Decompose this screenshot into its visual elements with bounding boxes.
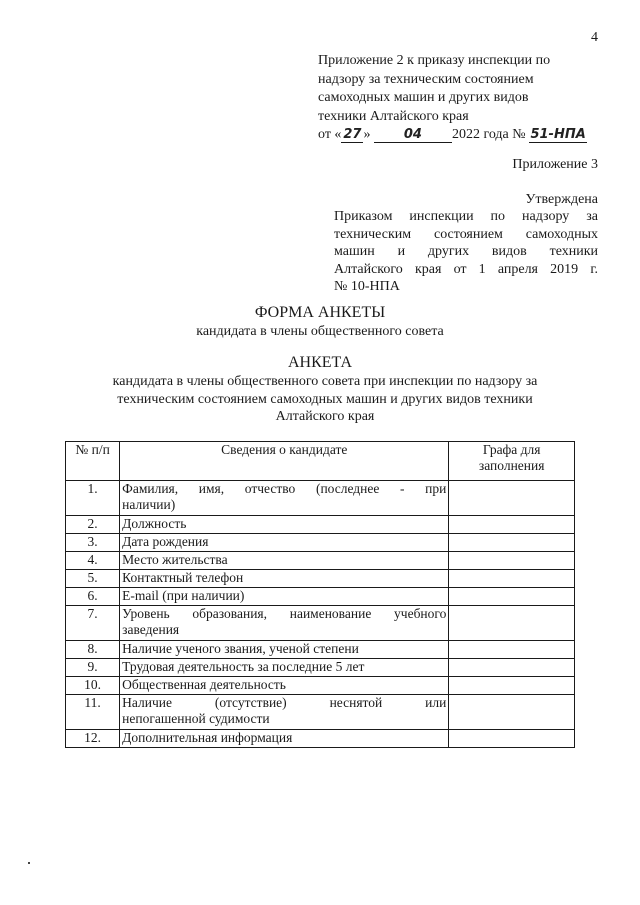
row-info: Дополнительная информация [120, 730, 449, 748]
appendix-line: самоходных машин и других видов [318, 90, 529, 105]
row-fill-cell[interactable] [449, 552, 575, 570]
anketa-subtitle [90, 373, 560, 426]
row-number: 5. [66, 570, 120, 588]
row-info-line: Уровень образования, наименование учебного [122, 606, 447, 621]
header-fill [449, 442, 575, 481]
row-number: 10. [66, 677, 120, 695]
anketa-subtitle-line: Алтайского края [275, 409, 375, 424]
table-row [66, 552, 575, 570]
appendix-line: Приложение 2 к приказу инспекции по [318, 53, 551, 68]
row-fill-cell[interactable] [449, 677, 575, 695]
table-row [66, 516, 575, 534]
page-number: 4 [591, 30, 598, 45]
row-info [120, 481, 449, 516]
row-fill-cell[interactable] [449, 516, 575, 534]
candidate-form-table [65, 441, 575, 748]
table-row [66, 659, 575, 677]
row-fill-cell[interactable] [449, 481, 575, 516]
header-number: № п/п [66, 442, 120, 481]
row-number: 6. [66, 588, 120, 606]
header-info: Сведения о кандидате [120, 442, 449, 481]
row-number: 1. [66, 481, 120, 516]
row-info-line: наличии) [122, 497, 176, 512]
anketa-title: АНКЕТА [287, 354, 353, 371]
row-info [120, 606, 449, 641]
date-mid: » [363, 127, 371, 142]
scan-artifact-dot [28, 862, 30, 864]
row-number: 12. [66, 730, 120, 748]
row-number: 11. [66, 695, 120, 730]
order-date-line [318, 126, 598, 145]
table-row [66, 695, 575, 730]
row-fill-cell[interactable] [449, 730, 575, 748]
row-number: 7. [66, 606, 120, 641]
table-row [66, 677, 575, 695]
table-row [66, 570, 575, 588]
row-info: Наличие ученого звания, ученой степени [120, 641, 449, 659]
appendix-line: техники Алтайского края [318, 108, 469, 124]
appendix-3-label: Приложение 3 [512, 157, 598, 172]
row-fill-cell[interactable] [449, 534, 575, 552]
approved-label: Утверждена [525, 192, 598, 207]
row-info: Должность [120, 516, 449, 534]
row-info: Место жительства [120, 552, 449, 570]
document-number: 51-НПА [530, 127, 586, 142]
table-header-row [66, 442, 575, 481]
row-number: 2. [66, 516, 120, 534]
appendix-header [318, 52, 598, 145]
date-day: 27 [343, 127, 362, 142]
row-info-line: Наличие (отсутствие) неснятой или [122, 695, 447, 710]
row-number: 8. [66, 641, 120, 659]
row-fill-cell[interactable] [449, 695, 575, 730]
row-fill-cell[interactable] [449, 588, 575, 606]
row-info-line: заведения [122, 622, 180, 637]
row-info-line: Фамилия, имя, отчество (последнее - при [122, 481, 447, 496]
row-info-line: непогашенной судимости [122, 711, 270, 726]
approved-line: Алтайского края от 1 апреля 2019 г. [334, 261, 598, 277]
row-info: Контактный телефон [120, 570, 449, 588]
row-number: 4. [66, 552, 120, 570]
form-title: ФОРМА АНКЕТЫ [254, 304, 386, 321]
approved-by-order [334, 208, 598, 296]
row-number: 9. [66, 659, 120, 677]
table-row [66, 588, 575, 606]
row-fill-cell[interactable] [449, 606, 575, 641]
row-info: Дата рождения [120, 534, 449, 552]
table-row [66, 534, 575, 552]
approved-line: Приказом инспекции по надзору за [334, 209, 598, 224]
anketa-subtitle-line: техническим состоянием самоходных машин и других видов техники [117, 391, 533, 407]
anketa-subtitle-line: кандидата в члены общественного совета при инспекции по надзору за [112, 374, 538, 389]
row-info [120, 695, 449, 730]
header-fill-line: Графа для [482, 442, 541, 457]
header-fill-line: заполнения [478, 458, 545, 473]
form-subtitle: кандидата в члены общественного совета [196, 324, 444, 339]
row-fill-cell[interactable] [449, 570, 575, 588]
approved-line: машин и других видов техники [334, 244, 598, 259]
approved-line: техническим состоянием самоходных [334, 226, 598, 242]
table-row [66, 730, 575, 748]
table-row [66, 606, 575, 641]
date-year: 2022 года № [451, 127, 526, 142]
row-info: Трудовая деятельность за последние 5 лет [120, 659, 449, 677]
row-info: Общественная деятельность [120, 677, 449, 695]
row-info: E-mail (при наличии) [120, 588, 449, 606]
row-fill-cell[interactable] [449, 641, 575, 659]
date-month: 04 [374, 128, 452, 143]
row-number: 3. [66, 534, 120, 552]
row-fill-cell[interactable] [449, 659, 575, 677]
appendix-line: надзору за техническим состоянием [318, 71, 534, 87]
table-row [66, 481, 575, 516]
approved-line: № 10-НПА [334, 279, 400, 294]
table-row [66, 641, 575, 659]
date-prefix: от « [318, 127, 342, 142]
